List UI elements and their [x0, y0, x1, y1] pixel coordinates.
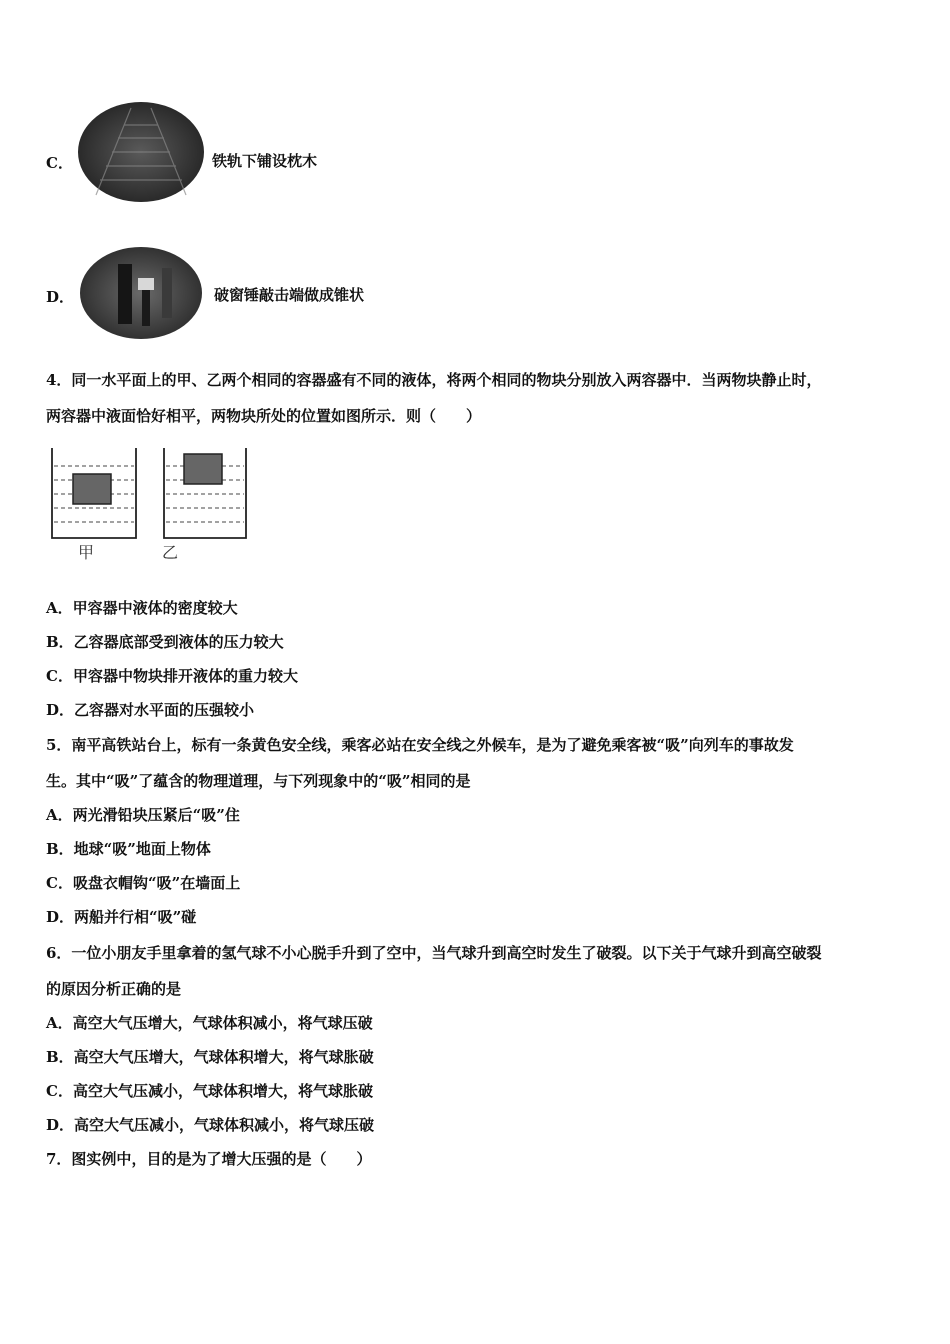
- q4-option-b: B．乙容器底部受到液体的压力较大: [46, 633, 284, 651]
- label-yi: 乙: [162, 543, 179, 562]
- q5-option-a: A．两光滑铅块压紧后“吸”住: [46, 806, 240, 824]
- q4-containers-figure: [46, 444, 256, 566]
- q5-option-d: D．两船并行相“吸”碰: [46, 908, 197, 926]
- q6-option-c: C．高空大气压减小，气球体积增大，将气球胀破: [46, 1082, 373, 1100]
- q6-stem-line-1: 6．一位小朋友手里拿着的氢气球不小心脱手升到了空中，当气球升到高空时发生了破裂。以下关于气球升到高空破裂: [46, 944, 822, 962]
- q6-option-b: B．高空大气压增大，气球体积增大，将气球胀破: [46, 1048, 374, 1066]
- q5-stem-line-1: 5．南平高铁站台上，标有一条黄色安全线，乘客必站在安全线之外候车，是为了避免乘客被“吸”向列车的事故发: [46, 736, 794, 754]
- block-yi: [184, 454, 222, 484]
- q4-option-a: A．甲容器中液体的密度较大: [46, 599, 238, 617]
- q4-stem-line-1: 4．同一水平面上的甲、乙两个相同的容器盛有不同的液体，将两个相同的物块分别放入两容器中．当两物块静止时，: [46, 371, 822, 389]
- option-d-caption: 破窗锤敲击端做成锥状: [214, 286, 365, 304]
- q4-stem-line-2: 两容器中液面恰好相平，两物块所处的位置如图所示．则（ ）: [46, 407, 482, 425]
- window-hammer-image: [78, 246, 204, 340]
- q5-option-c: C．吸盘衣帽钩“吸”在墙面上: [46, 874, 241, 892]
- block-jia: [73, 474, 111, 504]
- q5-stem-line-2: 生。其中“吸”了蕴含的物理道理，与下列现象中的“吸”相同的是: [46, 772, 471, 790]
- option-c-caption: 铁轨下铺设枕木: [212, 152, 318, 170]
- q7-stem-line-1: 7．图实例中，目的是为了增大压强的是（ ）: [46, 1150, 372, 1168]
- q4-option-c: C．甲容器中物块排开液体的重力较大: [46, 667, 298, 685]
- option-d-letter: D．: [46, 288, 75, 306]
- q6-option-a: A．高空大气压增大，气球体积减小，将气球压破: [46, 1014, 373, 1032]
- railway-sleepers-image: [76, 100, 206, 204]
- label-jia: 甲: [78, 543, 95, 562]
- option-c-letter: C．: [46, 154, 73, 172]
- q6-stem-line-2: 的原因分析正确的是: [46, 980, 182, 998]
- q6-option-d: D．高空大气压减小，气球体积减小，将气球压破: [46, 1116, 375, 1134]
- q4-option-d: D．乙容器对水平面的压强较小: [46, 701, 255, 719]
- q5-option-b: B．地球“吸”地面上物体: [46, 840, 211, 858]
